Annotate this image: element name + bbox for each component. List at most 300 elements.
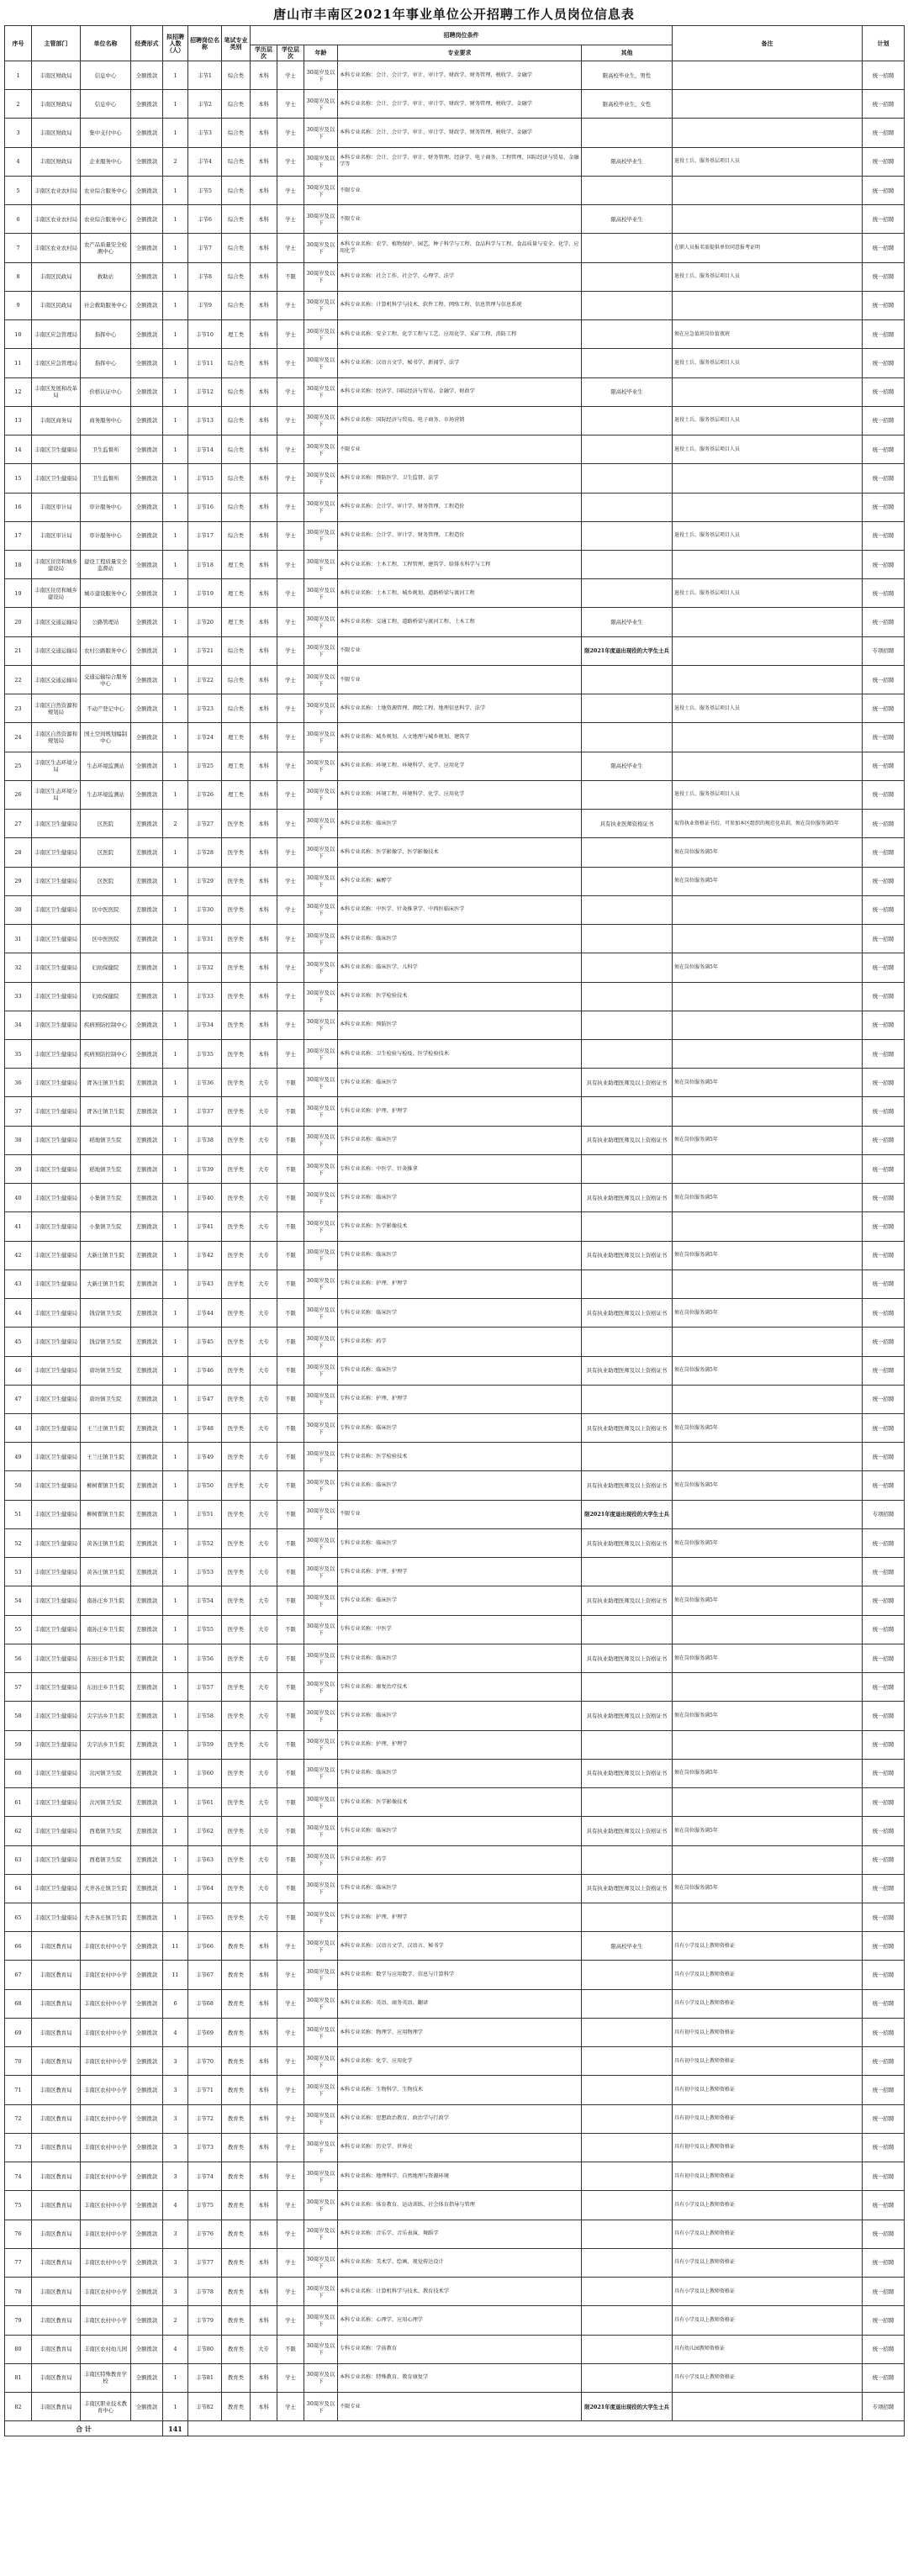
cell-other: 限2021年度退出现役的大学生士兵 [582, 636, 673, 665]
cell-plan: 统一招聘 [863, 1644, 905, 1672]
cell-seq: 30 [5, 895, 32, 924]
cell-funding: 全额拨款 [131, 147, 163, 176]
cell-code: 丰节15 [188, 464, 222, 493]
cell-age: 30周岁及以下 [304, 1788, 338, 1817]
cell-count: 3 [163, 2047, 188, 2076]
cell-age: 30周岁及以下 [304, 1069, 338, 1097]
cell-unit: 西葛镇卫生院 [81, 1845, 131, 1874]
cell-dept: 丰南区住房和城乡建设局 [32, 579, 81, 608]
cell-education: 大专 [251, 1212, 277, 1241]
cell-code: 丰节33 [188, 982, 222, 1011]
header-funding: 经费形式 [131, 26, 163, 61]
table-row [5, 1011, 905, 1039]
cell-note: 须在岗位服务满5年 [673, 1702, 863, 1730]
cell-seq: 52 [5, 1528, 32, 1557]
table-row [5, 1903, 905, 1932]
cell-degree: 学士 [277, 2162, 304, 2191]
cell-count: 1 [163, 1615, 188, 1644]
cell-exam: 医学类 [222, 1212, 251, 1241]
cell-unit: 小集镇卫生院 [81, 1212, 131, 1241]
cell-count: 1 [163, 176, 188, 204]
cell-other [582, 2076, 673, 2104]
table-row [5, 752, 905, 780]
cell-unit: 西葛镇卫生院 [81, 1817, 131, 1845]
cell-plan: 统一招聘 [863, 1528, 905, 1557]
cell-funding: 全额拨款 [131, 780, 163, 809]
cell-education: 大专 [251, 1644, 277, 1672]
cell-unit: 丰南区农村中小学 [81, 2220, 131, 2248]
cell-education: 本科 [251, 895, 277, 924]
cell-seq: 67 [5, 1961, 32, 1989]
cell-note: 具有小学及以上教师资格证 [673, 2191, 863, 2220]
table-row [5, 1845, 905, 1874]
cell-seq: 69 [5, 2018, 32, 2046]
cell-funding: 差额拨款 [131, 953, 163, 982]
cell-dept: 丰南区卫生健康局 [32, 1471, 81, 1500]
cell-dept: 丰南区交通运输局 [32, 636, 81, 665]
cell-funding: 全额拨款 [131, 521, 163, 550]
cell-funding: 差额拨款 [131, 1615, 163, 1644]
header-seq: 序号 [5, 26, 32, 61]
cell-exam: 医学类 [222, 1615, 251, 1644]
cell-other [582, 464, 673, 493]
cell-major: 本科专业名称：临床医学、儿科学 [338, 953, 582, 982]
table-row [5, 119, 905, 147]
cell-unit: 丰南区特殊教育学校 [81, 2363, 131, 2392]
cell-age: 30周岁及以下 [304, 723, 338, 752]
cell-unit: 东田庄乡卫生院 [81, 1644, 131, 1672]
cell-major: 本科专业名称：会计、会计学、审计、审计学、财政学、财务管理、税收学、金融学 [338, 119, 582, 147]
cell-other [582, 176, 673, 204]
cell-unit: 南孙庄乡卫生院 [81, 1615, 131, 1644]
cell-age: 30周岁及以下 [304, 1730, 338, 1759]
cell-unit: 疾病预防控制中心 [81, 1011, 131, 1039]
table-row [5, 1328, 905, 1356]
table-row [5, 694, 905, 723]
positions-table [4, 25, 905, 2436]
cell-education: 大专 [251, 1500, 277, 1528]
cell-plan: 统一招聘 [863, 550, 905, 578]
cell-plan: 统一招聘 [863, 1097, 905, 1126]
cell-plan: 统一招聘 [863, 665, 905, 694]
cell-major: 本科专业名称：会计、会计学、审计、审计学、财政学、财务管理、税收学、金融学 [338, 90, 582, 119]
cell-other: 限高校毕业生 [582, 608, 673, 636]
cell-plan: 统一招聘 [863, 1730, 905, 1759]
cell-code: 丰节49 [188, 1443, 222, 1471]
cell-note: 须在岗位服务满5年 [673, 1414, 863, 1443]
table-row [5, 2392, 905, 2420]
table-row [5, 320, 905, 349]
cell-unit: 稻地镇卫生院 [81, 1154, 131, 1183]
cell-education: 本科 [251, 579, 277, 608]
cell-education: 本科 [251, 435, 277, 464]
cell-major: 本科专业名称：音乐学、音乐表演、舞蹈学 [338, 2220, 582, 2248]
cell-unit: 区中医医院 [81, 895, 131, 924]
header-code: 招聘岗位名称 [188, 26, 222, 61]
cell-exam: 教育类 [222, 2047, 251, 2076]
cell-seq: 10 [5, 320, 32, 349]
cell-seq: 6 [5, 205, 32, 234]
cell-dept: 丰南区生态环境分局 [32, 780, 81, 809]
cell-exam: 教育类 [222, 2248, 251, 2277]
cell-note [673, 723, 863, 752]
cell-code: 丰节29 [188, 867, 222, 895]
cell-dept: 丰南区教育局 [32, 2392, 81, 2420]
cell-seq: 35 [5, 1039, 32, 1068]
cell-education: 本科 [251, 2191, 277, 2220]
cell-dept: 丰南区卫生健康局 [32, 867, 81, 895]
cell-degree: 不限 [277, 1328, 304, 1356]
cell-plan: 统一招聘 [863, 2248, 905, 2277]
cell-code: 丰节4 [188, 147, 222, 176]
cell-major: 本科专业名称：麻醉学 [338, 867, 582, 895]
cell-age: 30周岁及以下 [304, 2047, 338, 2076]
cell-dept: 丰南区卫生健康局 [32, 1011, 81, 1039]
cell-count: 3 [163, 2104, 188, 2133]
cell-seq: 54 [5, 1586, 32, 1615]
cell-education: 大专 [251, 1759, 277, 1787]
cell-degree: 学士 [277, 810, 304, 838]
cell-plan: 统一招聘 [863, 377, 905, 406]
cell-age: 30周岁及以下 [304, 1989, 338, 2018]
cell-exam: 医学类 [222, 1845, 251, 1874]
cell-age: 30周岁及以下 [304, 1845, 338, 1874]
cell-funding: 全额拨款 [131, 2392, 163, 2420]
cell-age: 30周岁及以下 [304, 867, 338, 895]
cell-education: 大专 [251, 1730, 277, 1759]
cell-seq: 49 [5, 1443, 32, 1471]
cell-major: 不限专业 [338, 176, 582, 204]
table-row [5, 2248, 905, 2277]
cell-exam: 理工类 [222, 752, 251, 780]
cell-funding: 全额拨款 [131, 234, 163, 262]
cell-age: 30周岁及以下 [304, 1471, 338, 1500]
table-row [5, 2335, 905, 2363]
cell-other [582, 2047, 673, 2076]
cell-count: 1 [163, 550, 188, 578]
cell-note: 退役士兵、服务基层项目人员 [673, 694, 863, 723]
cell-exam: 教育类 [222, 2220, 251, 2248]
cell-funding: 差额拨款 [131, 1759, 163, 1787]
cell-funding: 差额拨款 [131, 1471, 163, 1500]
cell-dept: 丰南区卫生健康局 [32, 1241, 81, 1270]
cell-age: 30周岁及以下 [304, 780, 338, 809]
table-row [5, 1932, 905, 1961]
cell-unit: 区医院 [81, 867, 131, 895]
cell-note [673, 752, 863, 780]
cell-seq: 25 [5, 752, 32, 780]
cell-funding: 全额拨款 [131, 2335, 163, 2363]
cell-seq: 75 [5, 2191, 32, 2220]
cell-dept: 丰南区卫生健康局 [32, 1788, 81, 1817]
cell-major: 专科专业名称：药学 [338, 1328, 582, 1356]
cell-unit: 唐坊镇卫生院 [81, 1356, 131, 1385]
cell-major: 本科专业名称：特殊教育、教育康复学 [338, 2363, 582, 2392]
cell-seq: 37 [5, 1097, 32, 1126]
cell-code: 丰节64 [188, 1874, 222, 1903]
cell-note [673, 1328, 863, 1356]
cell-major: 本科专业名称：体育教育、运动训练、社会体育指导与管理 [338, 2191, 582, 2220]
cell-age: 30周岁及以下 [304, 1673, 338, 1702]
cell-dept: 丰南区卫生健康局 [32, 1673, 81, 1702]
cell-major: 本科专业名称：历史学、世界史 [338, 2133, 582, 2162]
cell-funding: 差额拨款 [131, 1817, 163, 1845]
cell-seq: 57 [5, 1673, 32, 1702]
cell-degree: 学士 [277, 320, 304, 349]
cell-exam: 理工类 [222, 723, 251, 752]
cell-note: 退役士兵、服务基层项目人员 [673, 435, 863, 464]
cell-education: 大专 [251, 1443, 277, 1471]
cell-exam: 医学类 [222, 1443, 251, 1471]
cell-exam: 综合类 [222, 694, 251, 723]
cell-seq: 43 [5, 1270, 32, 1298]
cell-degree: 不限 [277, 1212, 304, 1241]
table-row [5, 1644, 905, 1672]
cell-count: 2 [163, 810, 188, 838]
cell-dept: 丰南区审计局 [32, 493, 81, 521]
table-row [5, 1097, 905, 1126]
cell-major: 本科专业名称：英语、商务英语、翻译 [338, 1989, 582, 2018]
cell-plan: 统一招聘 [863, 1989, 905, 2018]
cell-degree: 不限 [277, 1615, 304, 1644]
cell-age: 30周岁及以下 [304, 2306, 338, 2335]
cell-unit: 农业综合服务中心 [81, 176, 131, 204]
total-row [5, 2421, 905, 2436]
cell-plan: 专项招聘 [863, 1500, 905, 1528]
cell-exam: 教育类 [222, 2392, 251, 2420]
cell-exam: 医学类 [222, 1299, 251, 1328]
cell-note [673, 1673, 863, 1702]
cell-other [582, 406, 673, 435]
cell-age: 30周岁及以下 [304, 176, 338, 204]
cell-count: 1 [163, 1644, 188, 1672]
cell-age: 30周岁及以下 [304, 2191, 338, 2220]
cell-major: 专科专业名称：临床医学 [338, 1414, 582, 1443]
cell-count: 1 [163, 1299, 188, 1328]
cell-plan: 统一招聘 [863, 867, 905, 895]
cell-age: 30周岁及以下 [304, 2220, 338, 2248]
cell-education: 本科 [251, 176, 277, 204]
cell-funding: 差额拨款 [131, 1644, 163, 1672]
cell-code: 丰节21 [188, 636, 222, 665]
cell-age: 30周岁及以下 [304, 1528, 338, 1557]
cell-dept: 丰南区财政局 [32, 61, 81, 90]
cell-major: 专科专业名称：医学影像技术 [338, 1212, 582, 1241]
cell-education: 本科 [251, 867, 277, 895]
cell-age: 30周岁及以下 [304, 1270, 338, 1298]
cell-count: 1 [163, 982, 188, 1011]
cell-degree: 学士 [277, 464, 304, 493]
cell-count: 1 [163, 1817, 188, 1845]
table-row [5, 2278, 905, 2306]
cell-dept: 丰南区教育局 [32, 2363, 81, 2392]
cell-exam: 医学类 [222, 1069, 251, 1097]
cell-funding: 差额拨款 [131, 1154, 163, 1183]
table-row [5, 1443, 905, 1471]
cell-funding: 全额拨款 [131, 349, 163, 377]
cell-plan: 统一招聘 [863, 119, 905, 147]
cell-degree: 不限 [277, 1845, 304, 1874]
cell-major: 专科专业名称：临床医学 [338, 1184, 582, 1212]
cell-education: 本科 [251, 665, 277, 694]
cell-age: 30周岁及以下 [304, 550, 338, 578]
cell-other [582, 1730, 673, 1759]
cell-education: 本科 [251, 810, 277, 838]
cell-major: 本科专业名称：经济学、国际经济与贸易、金融学、财政学 [338, 377, 582, 406]
cell-plan: 统一招聘 [863, 464, 905, 493]
cell-code: 丰节2 [188, 90, 222, 119]
cell-unit: 黄各庄镇卫生院 [81, 1558, 131, 1586]
cell-other [582, 2306, 673, 2335]
cell-degree: 不限 [277, 1730, 304, 1759]
cell-plan: 统一招聘 [863, 1356, 905, 1385]
cell-dept: 丰南区教育局 [32, 2191, 81, 2220]
cell-funding: 全额拨款 [131, 377, 163, 406]
cell-funding: 差额拨款 [131, 1356, 163, 1385]
cell-other: 具有执业助理医师及以上资格证书 [582, 1874, 673, 1903]
cell-education: 大专 [251, 1528, 277, 1557]
cell-age: 30周岁及以下 [304, 579, 338, 608]
cell-major: 专科专业名称：临床医学 [338, 1644, 582, 1672]
cell-major: 专科专业名称：药学 [338, 1845, 582, 1874]
cell-dept: 丰南区财政局 [32, 90, 81, 119]
cell-seq: 47 [5, 1385, 32, 1413]
cell-education: 本科 [251, 262, 277, 291]
cell-exam: 教育类 [222, 2162, 251, 2191]
cell-count: 1 [163, 1270, 188, 1298]
cell-seq: 38 [5, 1126, 32, 1154]
cell-major: 专科专业名称：中医学 [338, 1615, 582, 1644]
cell-plan: 统一招聘 [863, 780, 905, 809]
cell-unit: 区医院 [81, 838, 131, 867]
cell-dept: 丰南区卫生健康局 [32, 1328, 81, 1356]
cell-code: 丰节58 [188, 1702, 222, 1730]
header-other: 其他 [582, 45, 673, 61]
cell-exam: 医学类 [222, 1730, 251, 1759]
cell-degree: 学士 [277, 2220, 304, 2248]
cell-code: 丰节39 [188, 1154, 222, 1183]
cell-age: 30周岁及以下 [304, 406, 338, 435]
cell-exam: 医学类 [222, 1126, 251, 1154]
cell-age: 30周岁及以下 [304, 1558, 338, 1586]
table-row [5, 1558, 905, 1586]
cell-dept: 丰南区卫生健康局 [32, 1126, 81, 1154]
cell-education: 本科 [251, 2104, 277, 2133]
cell-age: 30周岁及以下 [304, 521, 338, 550]
cell-count: 1 [163, 1471, 188, 1500]
cell-major: 本科专业名称：临床医学 [338, 925, 582, 953]
cell-major: 专科专业名称：护理、护理学 [338, 1903, 582, 1932]
cell-seq: 12 [5, 377, 32, 406]
cell-education: 本科 [251, 1932, 277, 1961]
cell-seq: 19 [5, 579, 32, 608]
cell-count: 1 [163, 291, 188, 319]
cell-plan: 统一招聘 [863, 838, 905, 867]
cell-other [582, 2278, 673, 2306]
cell-funding: 全额拨款 [131, 205, 163, 234]
cell-age: 30周岁及以下 [304, 1759, 338, 1787]
cell-major: 本科专业名称：卫生检验与检疫、医学检验技术 [338, 1039, 582, 1068]
cell-code: 丰节53 [188, 1558, 222, 1586]
cell-degree: 学士 [277, 435, 304, 464]
cell-count: 3 [163, 2162, 188, 2191]
table-row [5, 1586, 905, 1615]
cell-code: 丰节79 [188, 2306, 222, 2335]
cell-funding: 全额拨款 [131, 1961, 163, 1989]
cell-count: 1 [163, 349, 188, 377]
cell-other [582, 895, 673, 924]
table-row [5, 1154, 905, 1183]
cell-exam: 医学类 [222, 1270, 251, 1298]
cell-note [673, 636, 863, 665]
cell-age: 30周岁及以下 [304, 90, 338, 119]
cell-degree: 不限 [277, 1385, 304, 1413]
cell-note [673, 1903, 863, 1932]
cell-exam: 医学类 [222, 1586, 251, 1615]
cell-age: 30周岁及以下 [304, 1874, 338, 1903]
cell-exam: 综合类 [222, 349, 251, 377]
cell-degree: 不限 [277, 1644, 304, 1672]
cell-other: 限高校毕业生，女性 [582, 90, 673, 119]
cell-count: 1 [163, 1759, 188, 1787]
table-row [5, 2133, 905, 2162]
cell-degree: 不限 [277, 1443, 304, 1471]
cell-degree: 学士 [277, 147, 304, 176]
cell-seq: 18 [5, 550, 32, 578]
cell-education: 本科 [251, 982, 277, 1011]
cell-age: 30周岁及以下 [304, 1126, 338, 1154]
cell-count: 6 [163, 1989, 188, 2018]
cell-seq: 33 [5, 982, 32, 1011]
cell-seq: 59 [5, 1730, 32, 1759]
cell-education: 本科 [251, 2363, 277, 2392]
cell-plan: 统一招聘 [863, 2133, 905, 2162]
cell-degree: 学士 [277, 780, 304, 809]
cell-count: 1 [163, 1212, 188, 1241]
cell-count: 1 [163, 925, 188, 953]
cell-dept: 丰南区自然资源和规划局 [32, 694, 81, 723]
cell-age: 30周岁及以下 [304, 2018, 338, 2046]
cell-code: 丰节45 [188, 1328, 222, 1356]
cell-degree: 不限 [277, 1097, 304, 1126]
cell-age: 30周岁及以下 [304, 119, 338, 147]
table-row [5, 464, 905, 493]
cell-seq: 31 [5, 925, 32, 953]
cell-major: 专科专业名称：临床医学 [338, 1874, 582, 1903]
cell-count: 1 [163, 234, 188, 262]
cell-dept: 丰南区卫生健康局 [32, 1154, 81, 1183]
cell-dept: 丰南区卫生健康局 [32, 838, 81, 867]
cell-age: 30周岁及以下 [304, 1385, 338, 1413]
cell-degree: 学士 [277, 205, 304, 234]
cell-note: 具有幼儿园教师资格证 [673, 2335, 863, 2363]
table-row [5, 493, 905, 521]
cell-age: 30周岁及以下 [304, 2278, 338, 2306]
cell-dept: 丰南区应急管理局 [32, 349, 81, 377]
cell-count: 1 [163, 1903, 188, 1932]
header-plan: 计划 [863, 26, 905, 61]
cell-funding: 差额拨款 [131, 1558, 163, 1586]
cell-funding: 全额拨款 [131, 636, 163, 665]
cell-major: 本科专业名称：农学、植物保护、园艺、种子科学与工程、食品科学与工程、食品质量与安全、化学、应用化学 [338, 234, 582, 262]
cell-education: 本科 [251, 1961, 277, 1989]
cell-plan: 统一招聘 [863, 953, 905, 982]
cell-code: 丰节24 [188, 723, 222, 752]
cell-dept: 丰南区教育局 [32, 2306, 81, 2335]
cell-code: 丰节25 [188, 752, 222, 780]
cell-note [673, 1011, 863, 1039]
cell-plan: 统一招聘 [863, 1069, 905, 1097]
